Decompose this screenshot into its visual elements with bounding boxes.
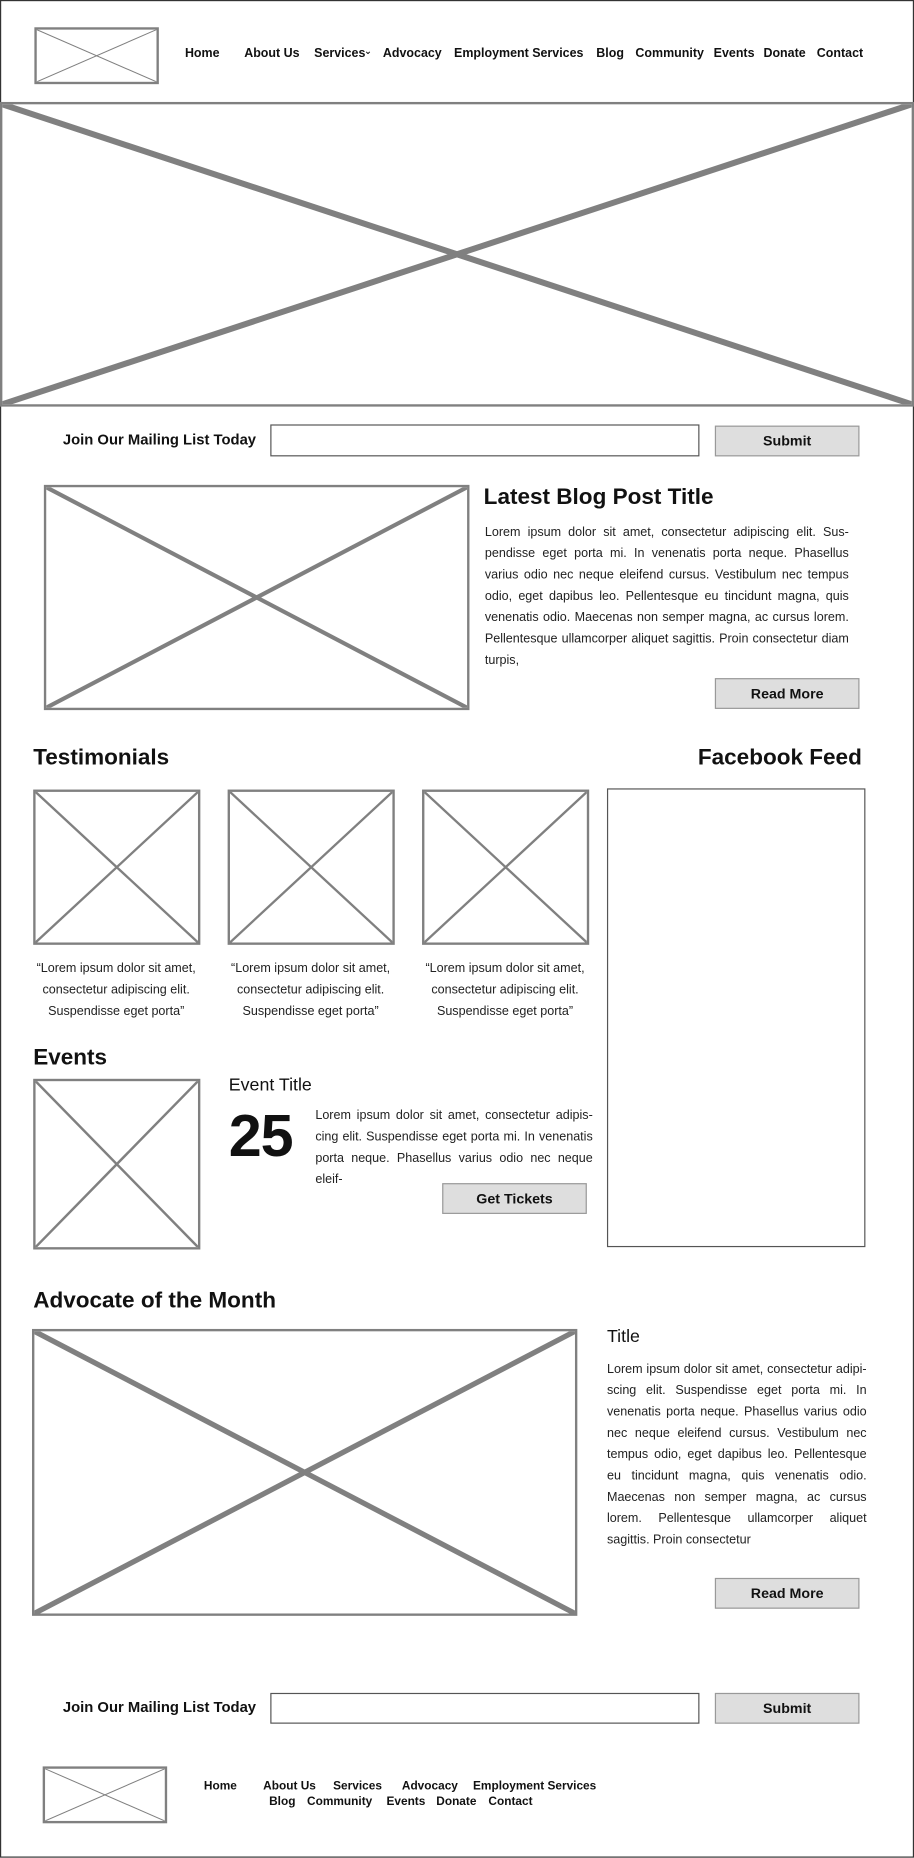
blog-read-more-button[interactable]: Read More <box>715 678 860 709</box>
footer-nav-community[interactable]: Community <box>307 1795 373 1809</box>
testimonial-quote-1: “Lorem ipsum dolor sit amet, consectetur adipiscing elit. Suspendisse eget porta” <box>36 961 196 1019</box>
nav-community[interactable]: Community <box>635 46 704 61</box>
testimonial-quote-3: “Lorem ipsum dolor sit amet, consectetur adipiscing elit. Suspendisse eget porta” <box>425 961 585 1019</box>
testimonial-image-1 <box>33 790 200 945</box>
footer-nav-blog[interactable]: Blog <box>269 1795 296 1809</box>
footer-mailing-email-input[interactable] <box>270 1693 699 1724</box>
advocate-title: Title <box>606 1326 640 1347</box>
blog-excerpt: Lorem ipsum dolor sit amet, consectetur adipiscing elit. Suspendisse eget porta mi. In venenatis porta neque. Phasellus varius odio nec neque eleifend cursus. Vestibulum nec tempus odio, eget dapibus leo. Pellentesque eu tincidunt magna, quis venenatis odio. Maecenas non semper magna, ac cursus lorem. Pellentesque ullamcorper aliquet sagittis. Proin consectetur diam turpis, <box>484 525 849 668</box>
event-date-day: 25 <box>228 1102 293 1169</box>
event-title: Event Title <box>228 1075 312 1096</box>
footer-nav-home[interactable]: Home <box>203 1780 237 1794</box>
hero-image-placeholder <box>0 102 914 407</box>
nav-advocacy[interactable]: Advocacy <box>382 46 442 61</box>
get-tickets-button[interactable]: Get Tickets <box>442 1183 587 1214</box>
footer-logo-placeholder[interactable] <box>43 1766 167 1823</box>
footer-nav-advocacy[interactable]: Advocacy <box>401 1780 458 1794</box>
testimonial-image-3 <box>422 790 589 945</box>
event-description: Lorem ipsum dolor sit amet, consectetur adipiscing elit. Suspendisse eget porta mi. In venenatis porta neque. Phasellus varius odio nec neque eleif- <box>315 1108 593 1187</box>
facebook-feed-heading: Facebook Feed <box>697 745 862 771</box>
event-image-placeholder <box>33 1079 200 1250</box>
nav-donate[interactable]: Donate <box>763 46 806 61</box>
mailing-email-input[interactable] <box>270 424 699 456</box>
footer-nav-about-us[interactable]: About Us <box>263 1780 316 1794</box>
footer-mailing-submit-button[interactable]: Submit <box>715 1693 860 1724</box>
testimonials-heading: Testimonials <box>33 745 170 771</box>
nav-blog[interactable]: Blog <box>596 46 624 61</box>
mailing-list-label: Join Our Mailing List Today <box>62 431 257 449</box>
chevron-down-icon[interactable]: ⌄ <box>363 45 372 57</box>
advocate-read-more-button[interactable]: Read More <box>715 1578 860 1609</box>
testimonial-image-2 <box>228 790 395 945</box>
footer-nav-employment-services[interactable]: Employment Services <box>473 1780 597 1794</box>
nav-services[interactable]: Services <box>314 46 366 61</box>
advocate-description: Lorem ipsum dolor sit amet, consectetur adipiscing elit. Suspendisse eget porta mi. In venenatis porta neque. Phasellus varius odio nec neque eleifend cursus. Vestibulum nec tempus odio, eget dapibus leo. Pellentesque eu tincidunt magna, quis venenatis odio. Maecenas non semper magna, ac cursus lorem. Pellentesque ullamcorper aliquet sagittis. Proin consectetur <box>606 1362 867 1548</box>
nav-employment-services[interactable]: Employment Services <box>454 46 584 61</box>
facebook-feed-box[interactable] <box>607 788 865 1247</box>
events-heading: Events <box>33 1045 108 1071</box>
footer-nav-contact[interactable]: Contact <box>488 1795 533 1809</box>
mailing-submit-button[interactable]: Submit <box>715 426 860 457</box>
nav-about-us[interactable]: About Us <box>244 46 300 61</box>
nav-contact[interactable]: Contact <box>816 46 864 61</box>
advocate-heading: Advocate of the Month <box>33 1288 276 1314</box>
nav-home[interactable]: Home <box>184 46 220 61</box>
nav-events[interactable]: Events <box>713 46 755 61</box>
advocate-image-placeholder <box>32 1329 577 1616</box>
footer-nav-events[interactable]: Events <box>386 1795 426 1809</box>
footer-nav-donate[interactable]: Donate <box>436 1795 477 1809</box>
logo-placeholder[interactable] <box>34 27 158 84</box>
footer-nav-services[interactable]: Services <box>333 1780 382 1794</box>
blog-title: Latest Blog Post Title <box>483 484 714 510</box>
testimonial-quote-2: “Lorem ipsum dolor sit amet, consectetur adipiscing elit. Suspendisse eget porta” <box>231 961 391 1019</box>
blog-image-placeholder <box>44 485 470 710</box>
footer-mailing-list-label: Join Our Mailing List Today <box>62 1698 257 1716</box>
